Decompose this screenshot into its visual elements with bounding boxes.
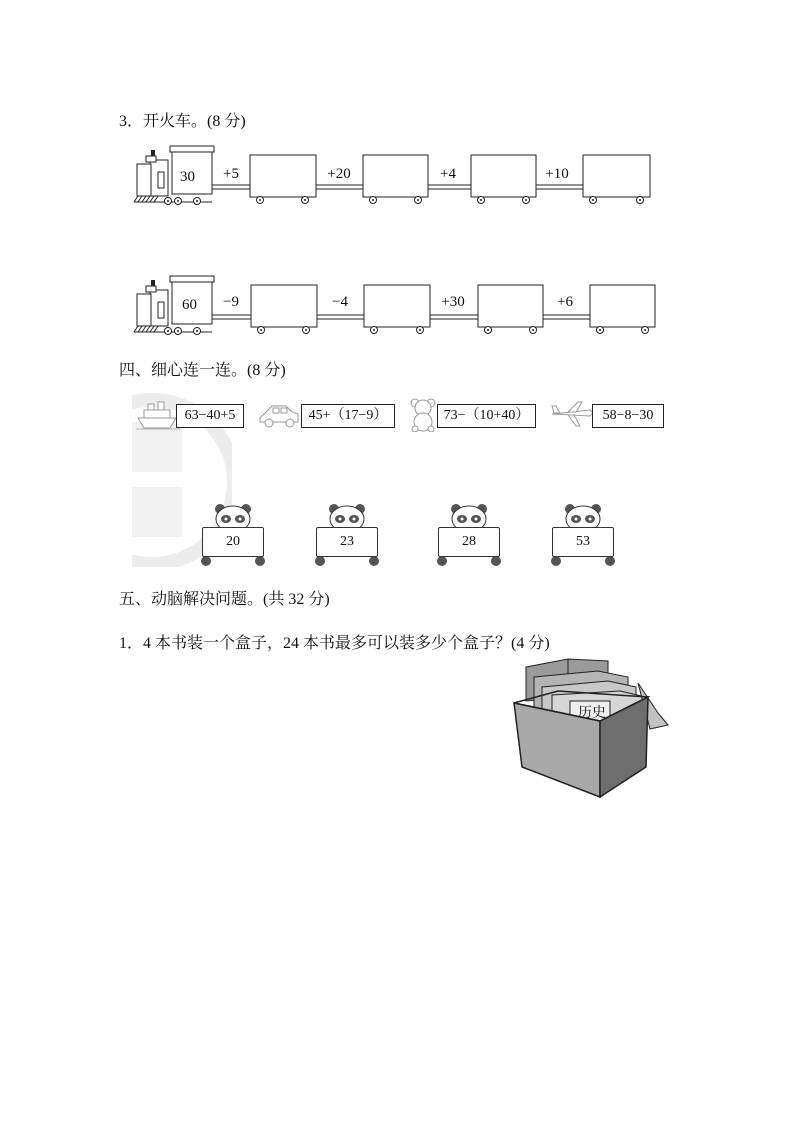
problem-1-text: 1．4 本书装一个盒子，24 本书最多可以装多少个盒子？(4 分)	[119, 635, 550, 652]
question-3-title: 3．开火车。(8 分)	[119, 113, 246, 130]
book-box-illustration	[508, 655, 672, 800]
wagon-2-4	[590, 285, 655, 334]
train-row-1	[0, 142, 794, 232]
airplane-icon	[550, 400, 594, 428]
box-book-label: 历史	[578, 705, 606, 721]
wagon-2-3	[478, 285, 543, 334]
panda-answer-value: 20	[202, 527, 264, 557]
train-drawing-1	[0, 142, 794, 212]
train-2-start-number: 60	[182, 297, 197, 313]
train-1-start-number: 30	[180, 169, 195, 185]
book-box-icon	[508, 655, 672, 800]
car-icon	[258, 402, 300, 428]
train-drawing-2	[0, 272, 794, 342]
wagon-1-1	[250, 155, 316, 204]
train-1-op-3: +4	[440, 166, 456, 182]
train-2-op-3: +30	[441, 294, 465, 310]
teddy-bear-icon	[409, 398, 437, 432]
train-2-op-1: −9	[223, 294, 239, 310]
train-1-op-4: +10	[545, 166, 569, 182]
train-2-op-4: +6	[557, 294, 573, 310]
train-1-op-1: +5	[223, 166, 239, 182]
wagon-2-2	[364, 285, 430, 334]
panda-answer-value: 23	[316, 527, 378, 557]
panda-answer-value: 28	[438, 527, 500, 557]
expression-card-3[interactable]: 73−（10+40）	[437, 404, 536, 428]
wagon-1-2	[363, 155, 428, 204]
section-4-title: 四、细心连一连。(8 分)	[119, 362, 286, 379]
train-2-op-2: −4	[332, 294, 348, 310]
panda-answer-2[interactable]	[312, 503, 382, 567]
expression-card-4[interactable]: 58−8−30	[592, 404, 664, 428]
wagon-1-4	[583, 155, 650, 204]
expression-card-1[interactable]: 63−40+5	[176, 404, 244, 428]
panda-answer-value: 53	[552, 527, 614, 557]
train-row-2	[0, 272, 794, 362]
wagon-2-1	[251, 285, 317, 334]
train-1-op-2: +20	[327, 166, 351, 182]
section-5-title: 五、动脑解决问题。(共 32 分)	[119, 591, 330, 608]
ship-icon	[136, 398, 180, 430]
wagon-1-3	[471, 155, 536, 204]
panda-answer-4[interactable]	[548, 503, 618, 567]
panda-answer-3[interactable]	[434, 503, 504, 567]
expression-card-2[interactable]: 45+（17−9）	[301, 404, 395, 428]
panda-answer-1[interactable]	[198, 503, 268, 567]
